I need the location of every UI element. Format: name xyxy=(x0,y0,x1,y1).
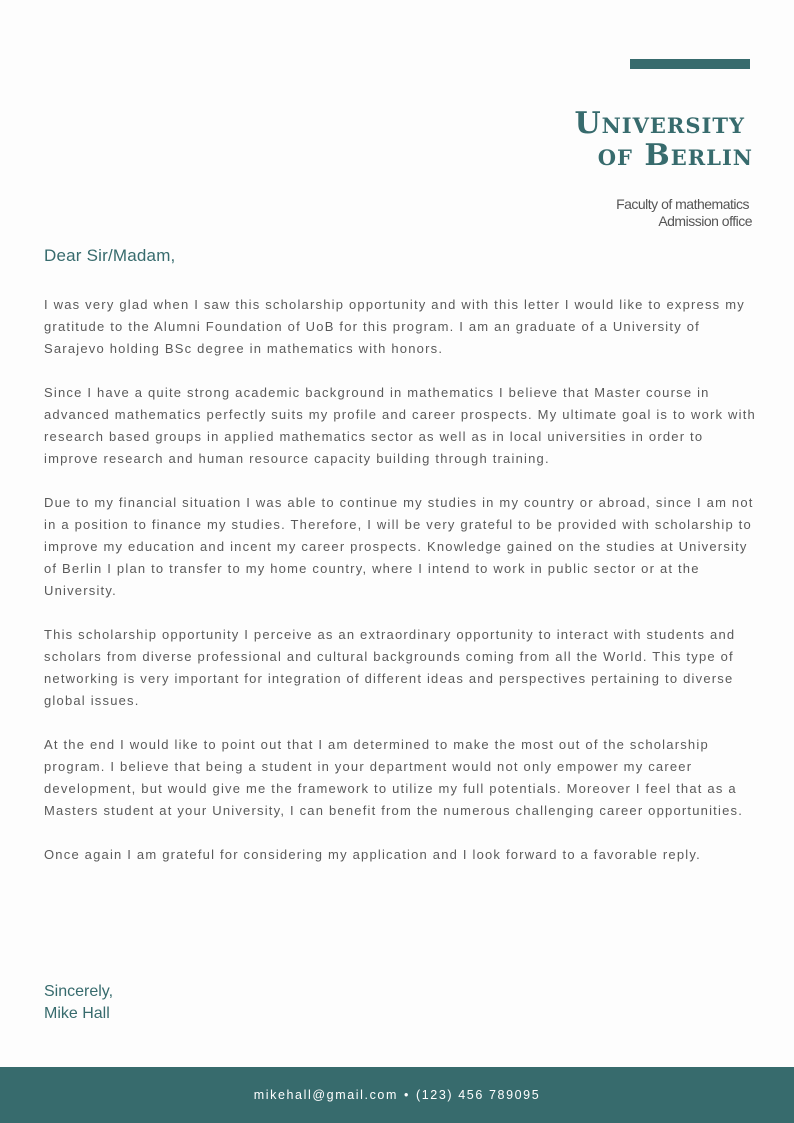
paragraph: At the end I would like to point out that I am determined to make the most out of the scholarship program. I believe that being a student in your department would not only empower my career development, but would give me the framework to utilize my full potentials. Moreover I feel that as a Masters student at your University, I can benefit from the numerous challenging career opportunities. xyxy=(44,737,744,818)
paragraph: This scholarship opportunity I perceive as an extraordinary opportunity to interact with students and scholars from diverse professional and cultural backgrounds coming from all the World. This type of networking is very important for integration of different ideas and perspectives pertaining to diverse global issues. xyxy=(44,627,736,708)
phone-link[interactable]: (123) 456 789095 xyxy=(415,1088,541,1102)
email-link[interactable]: mikehall@gmail.com xyxy=(253,1088,398,1102)
separator-dot: • xyxy=(404,1088,410,1102)
paragraph: I was very glad when I saw this scholarship opportunity and with this letter I would like to express my gratitude to the Alumni Foundation of UoB for this program. I am an graduate of a University of Sarajevo holding BSc degree in mathematics with honors. xyxy=(44,297,745,356)
university-name-line-1: University xyxy=(574,106,745,141)
salutation: Dear Sir/Madam, xyxy=(44,246,176,265)
paragraph: Since I have a quite strong academic background in mathematics I believe that Master course in advanced mathematics perfectly suits my profile and career prospects. My ultimate goal is to work with research based groups in applied mathematics sector as well as in local universities in order to improve research and human resource capacity building through training. xyxy=(44,385,756,466)
header-accent-bar xyxy=(630,59,750,69)
department-block xyxy=(452,196,752,230)
closing-text: Sincerely, xyxy=(44,983,114,1000)
university-name xyxy=(353,108,753,172)
department-name: Faculty of mathematics xyxy=(616,196,749,212)
signature-name: Mike Hall xyxy=(44,1005,110,1022)
paragraph: Due to my financial situation I was able to continue my studies in my country or abroad, since I am not in a position to finance my studies. Therefore, I will be very grateful to be provided with scholarship to improve my education and incent my career prospects. Knowledge gained on the studies at University of Berlin I plan to transfer to my home country, where I intend to work in public sector or at the University. xyxy=(44,495,754,598)
paragraph: Once again I am grateful for considering my application and I look forward to a favorable reply. xyxy=(44,847,701,862)
closing-block xyxy=(44,981,113,1025)
office-name: Admission office xyxy=(658,213,752,229)
university-name-line-2: of Berlin xyxy=(597,138,753,173)
letter-body xyxy=(44,294,756,888)
footer-contact-bar xyxy=(0,1067,794,1123)
